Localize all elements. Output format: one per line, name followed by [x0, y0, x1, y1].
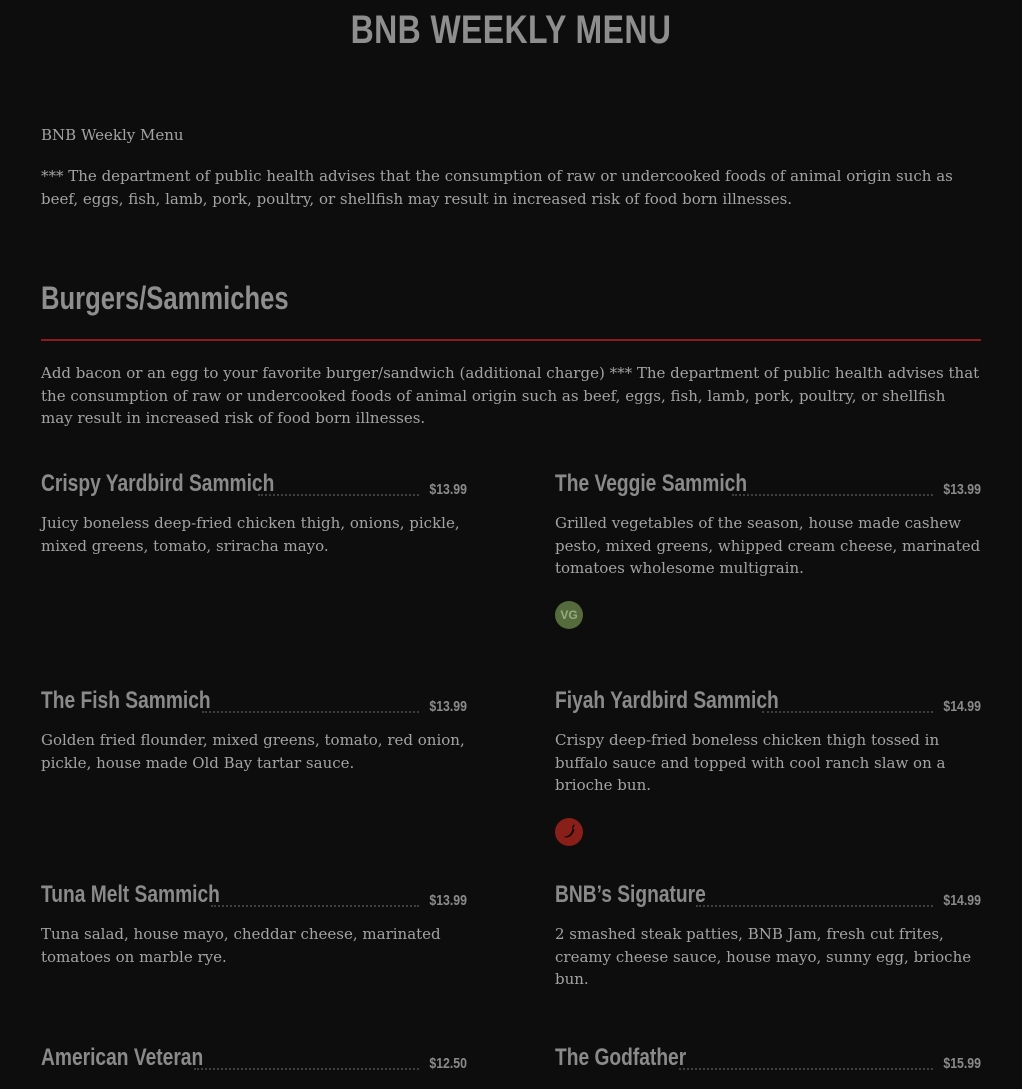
item-name: Fiyah Yardbird Sammich: [555, 687, 779, 714]
menu-item: [555, 881, 981, 991]
menu-name: BNB Weekly Menu: [41, 126, 184, 144]
section-divider: [41, 339, 981, 341]
dot-leader: [258, 482, 419, 496]
dot-leader: [202, 699, 419, 713]
health-warning: *** The department of public health advises that the consumption of raw or undercooked foods of animal origin such as beef, eggs, fish, lamb, pork, poultry, or shellfish may result in increased risk of food born illnesses.: [41, 167, 953, 208]
item-price: $13.99: [943, 481, 981, 498]
item-description: Juicy boneless deep-fried chicken thigh, onions, pickle, mixed greens, tomato, sriracha mayo.: [41, 514, 460, 555]
dot-leader: [679, 1056, 933, 1070]
item-price: $14.99: [943, 892, 981, 909]
dot-leader: [211, 893, 419, 907]
item-description: 2 smashed steak patties, BNB Jam, fresh cut frites, creamy cheese sauce, house mayo, sunny egg, brioche bun.: [555, 925, 972, 988]
dot-leader: [762, 699, 933, 713]
item-name: American Veteran: [41, 1044, 204, 1071]
menu-item: [555, 687, 981, 846]
item-description: Golden fried flounder, mixed greens, tomato, red onion, pickle, house made Old Bay tartar sauce.: [41, 731, 465, 772]
item-description: Grilled vegetables of the season, house made cashew pesto, mixed greens, whipped cream cheese, marinated tomatoes wholesome multigrain.: [555, 514, 981, 577]
item-name: The Veggie Sammich: [555, 470, 748, 497]
item-name: BNB’s Signature: [555, 881, 706, 908]
item-name: The Fish Sammich: [41, 687, 211, 714]
menu-item: [41, 470, 467, 557]
menu-item: [41, 881, 467, 968]
menu-item: [41, 687, 467, 774]
item-price: $14.99: [943, 698, 981, 715]
section-description: Add bacon or an egg to your favorite burger/sandwich (additional charge) *** The department of public health advises that the consumption of raw or undercooked foods of animal origin such as beef, eggs, fish, lamb, pork, poultry, or shellfish may result in increased risk of food born illnesses.: [41, 364, 980, 427]
vegetarian-icon: VG: [555, 601, 583, 629]
menu-item: [555, 1044, 981, 1078]
item-name: The Godfather: [555, 1044, 687, 1071]
item-name: Crispy Yardbird Sammich: [41, 470, 275, 497]
dot-leader: [194, 1056, 419, 1070]
item-price: $12.50: [429, 1055, 467, 1072]
menu-item: [555, 470, 981, 629]
item-price: $13.99: [429, 698, 467, 715]
chili-pepper-icon: [555, 818, 583, 846]
item-price: $15.99: [943, 1055, 981, 1072]
item-price: $13.99: [429, 481, 467, 498]
dot-leader: [732, 482, 933, 496]
item-description: Crispy deep-fried boneless chicken thigh tossed in buffalo sauce and topped with cool ranch slaw on a brioche bun.: [555, 731, 946, 794]
menu-item: [41, 1044, 467, 1078]
item-price: $13.99: [429, 892, 467, 909]
item-description: Tuna salad, house mayo, cheddar cheese, marinated tomatoes on marble rye.: [41, 925, 441, 966]
section-heading: Burgers/Sammiches: [41, 280, 289, 316]
dot-leader: [696, 893, 933, 907]
page-title: BNB WEEKLY MENU: [350, 8, 672, 52]
item-name: Tuna Melt Sammich: [41, 881, 220, 908]
